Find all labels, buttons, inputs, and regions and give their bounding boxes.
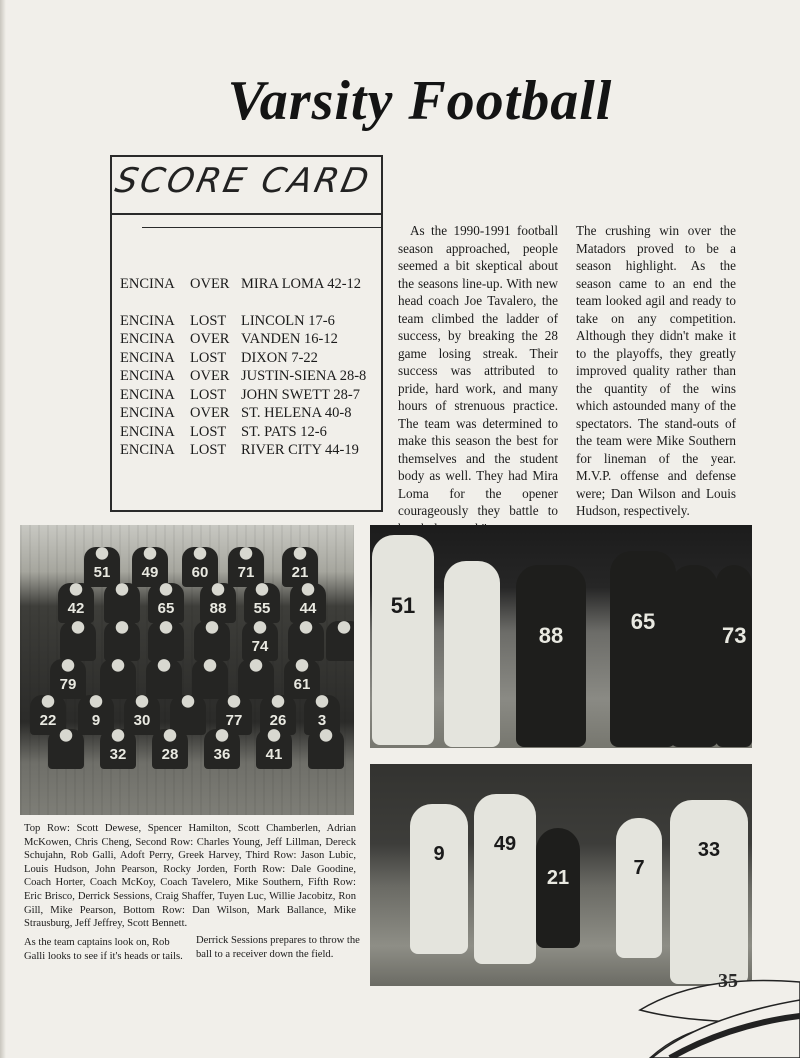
player-figure [670,800,748,984]
game-team: ENCINA [120,368,175,384]
player-figure [516,565,586,747]
game-score: 28-8 [339,368,367,384]
game-team: ENCINA [120,349,175,366]
jersey-number: 60 [191,564,209,581]
captains-photo-caption: As the team captains look on, Rob Galli looks to see if it's heads or tails. [24,937,183,962]
game-opponent-name: RIVER CITY [241,442,322,458]
scorecard-box [110,155,383,512]
scorecard-rule [142,227,383,228]
article-column-2: The crushing win over the Matadors proved to be a season highlight. As the season came to an end the team looked agil and ready to take on any competition. Although they didn't make it to the playoffs, they greatly improved quality rather than the quantity of the wins which astounded many of the spectators. The stand-outs of the team were Mike Southern for lineman of the year. M.V.P. offense and defense were; Dan Wilson and Louis Hudson, respectively. [576,223,736,518]
game-result: OVER [190,331,230,347]
game-score: 42-12 [327,276,362,292]
game-result: LOST [190,423,227,440]
team-player [326,621,354,661]
game-score: 17-6 [308,312,335,329]
game-score: 16-12 [303,331,338,347]
jersey-number: 51 [93,564,111,581]
game-team: ENCINA [120,405,175,421]
player-figure [410,804,468,954]
scorecard-games [120,275,382,460]
scorecard-heading: SCORE CARD [111,161,376,201]
team-player [100,659,136,699]
game-row [120,404,382,423]
game-score: 44-19 [325,442,359,458]
game-result: LOST [190,312,227,329]
game-score: 40-8 [324,405,352,421]
game-opponent [241,367,382,386]
jersey-number: 44 [299,600,317,617]
jersey-number: 9 [433,843,445,865]
game-score: 12-6 [300,423,327,440]
jersey-number: 21 [291,564,309,581]
game-result: LOST [190,386,227,403]
coin-toss-photo [370,525,752,748]
game-row [120,441,382,460]
page-title: Varsity Football [227,70,613,132]
game-opponent [241,441,382,460]
jersey-number: 88 [209,600,227,617]
game-action-photo [370,764,752,986]
player-figure [716,565,752,747]
game-row [120,330,382,349]
game-opponent [241,386,382,405]
referee-figure [670,565,718,747]
game-score: 7-22 [291,349,318,366]
game-opponent-name: MIRA LOMA [241,276,324,292]
page-number: 35 [718,970,738,992]
jersey-number: 3 [317,712,327,729]
game-row [120,312,382,331]
team-player [148,621,184,661]
game-opponent [241,404,382,423]
team-player [104,621,140,661]
game-team: ENCINA [120,442,175,458]
game-opponent [241,312,382,331]
game-row [120,275,382,294]
jersey-number: 30 [133,712,151,729]
jersey-number: 51 [390,593,416,618]
game-team: ENCINA [120,423,175,440]
jersey-number: 74 [251,638,269,655]
jersey-number: 33 [697,839,721,861]
jersey-number: 71 [237,564,255,581]
game-result: OVER [190,405,230,421]
jersey-number: 28 [161,746,179,763]
game-score: 28-7 [333,386,360,403]
game-opponent-name: DIXON [241,349,288,366]
jersey-number: 22 [39,712,57,729]
game-opponent-name: ST. PATS [241,423,297,440]
jersey-number: 21 [546,867,570,889]
player-figure [616,818,662,958]
game-row [120,423,382,442]
action-photo-caption: Derrick Sessions prepares to throw the ball to a receiver down the field. [196,935,360,960]
game-result: OVER [190,276,230,292]
referee-figure [444,561,500,747]
team-photo [20,525,354,815]
jersey-number: 88 [538,623,564,648]
game-opponent-name: JOHN SWETT [241,386,330,403]
game-result: OVER [190,368,230,384]
game-result: LOST [190,349,227,366]
jersey-number: 26 [269,712,287,729]
game-opponent [241,349,382,368]
game-row [120,386,382,405]
jersey-number: 65 [157,600,175,617]
scorecard-rule [112,213,383,215]
jersey-number: 32 [109,746,127,763]
team-player [194,621,230,661]
game-team: ENCINA [120,276,175,292]
jersey-number: 79 [59,676,77,693]
jersey-number: 42 [67,600,85,617]
jersey-number: 77 [225,712,243,729]
game-opponent [241,423,382,442]
team-player [146,659,182,699]
game-team: ENCINA [120,331,175,347]
player-figure [372,535,434,745]
game-opponent-name: LINCOLN [241,312,305,329]
game-row [120,367,382,386]
game-team: ENCINA [120,312,175,329]
jersey-number: 73 [722,623,747,648]
team-player [60,621,96,661]
game-team: ENCINA [120,386,175,403]
jersey-number: 49 [493,833,517,855]
game-result: LOST [190,442,227,458]
team-player [104,583,140,623]
jersey-number: 49 [141,564,159,581]
jersey-number: 65 [630,609,656,634]
game-row [120,349,382,368]
jersey-number: 61 [293,676,311,693]
page-binding-shadow [0,0,6,1058]
game-opponent-name: JUSTIN-SIENA [241,368,337,384]
team-photo-caption: Top Row: Scott Dewese, Spencer Hamilton, Scott Chamberlen, Adrian McKowen, Chris Cheng, Second Row: Charles Young, Jeff Lillman, Dereck Schujahn, Rob Galli, Adoft Perry, Greek Harvey, Third Row: Jason Lubic, Louis Hudson, John Pearson, Rocky Jorden, Forth Row: Dale Goodine, Coach Horter, Coach McKoy, Coach Tavelero, Mike Southern, Fifth Row: Eric Brisco, Derrick Sessions, Craig Shaffer, Tuyen Luc, Willie Jacobitz, Ron Gill, Mike Pearson, Bottom Row: Dan Wilson, Mark Ballance, Mike Strausburg, Jeff Jeffrey, Scott Bennett. [24,823,356,930]
game-opponent [241,275,382,294]
team-player [48,729,84,769]
page-corner-swoosh [610,960,800,1058]
jersey-number: 9 [91,712,101,729]
game-opponent-name: VANDEN [241,331,301,347]
jersey-number: 36 [213,746,231,763]
jersey-number: 7 [633,857,645,879]
team-player [192,659,228,699]
article-column-1: As the 1990-1991 football season approached, people seemed a bit skeptical about the seasons line-up. With new head coach Joe Tavalero, the team climbed the ladder of success, by breaking the 28 game losing streak. Their success was attributed to pride, hard work, and many hours of strenuous practice. The team was determined to make this season the best for themselves and the student body as well. They had Mira Loma for the opener courageously they battle to [398,223,558,518]
team-player [238,659,274,699]
game-opponent-name: ST. HELENA [241,405,322,421]
jersey-number: 41 [265,746,283,763]
player-figure [474,794,536,964]
jersey-number: 55 [253,600,271,617]
game-opponent [241,330,382,349]
team-player [308,729,344,769]
team-player [288,621,324,661]
player-figure [610,551,676,747]
